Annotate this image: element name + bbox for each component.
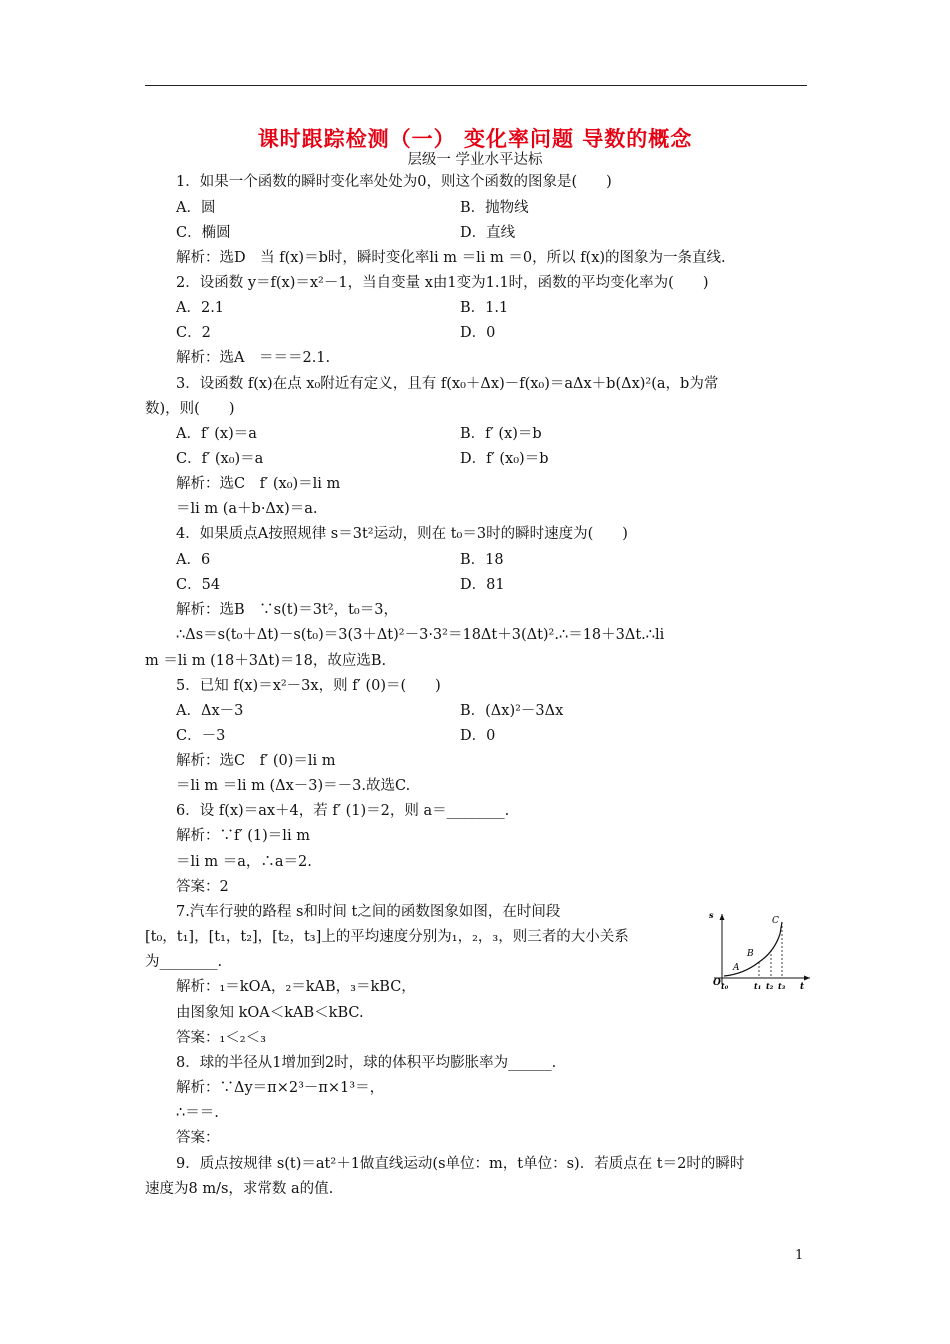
q5-solution-cont: ＝li m ＝li m (Δx－3)＝－3.故选C. <box>176 778 411 794</box>
q7-answer: 答案：₁＜₂＜₃ <box>176 1030 266 1046</box>
q2-option-d: D．0 <box>460 325 496 341</box>
q4-solution-2: ∴Δs＝s(t₀＋Δt)－s(t₀)＝3(3＋Δt)²－3·3²＝18Δt＋3(Δt)².∴＝18＋3Δt.∴li <box>176 627 665 643</box>
q3-solution-cont: ＝li m (a＋b·Δx)＝a. <box>176 501 318 517</box>
q3-option-d: D．f′ (x₀)＝b <box>460 451 549 467</box>
s-axis-arrow <box>720 914 725 920</box>
q1-option-c: C．椭圆 <box>176 225 231 241</box>
q5-option-c: C．－3 <box>176 728 226 744</box>
q4-option-d: D．81 <box>460 577 505 593</box>
q8-solution: 解析：∵Δy＝π×2³－π×1³＝， <box>176 1080 385 1096</box>
q2-stem: 2．设函数 y＝f(x)＝x²－1，当自变量 x由1变为1.1时，函数的平均变化率为( ) <box>176 275 709 291</box>
q3-option-c: C．f′ (x₀)＝a <box>176 451 264 467</box>
q5-stem: 5．已知 f(x)＝x²－3x，则 f′ (0)＝( ) <box>176 678 441 694</box>
tick-t0: t₀ <box>721 981 729 991</box>
q1-option-a: A．圆 <box>176 200 216 216</box>
q9-stem-cont: 速度为8 m/s，求常数 a的值. <box>145 1181 334 1197</box>
q2-option-a: A．2.1 <box>176 300 225 316</box>
q4-stem: 4．如果质点A按照规律 s＝3t²运动，则在 t₀＝3时的瞬时速度为( ) <box>176 526 628 542</box>
point-b-label: B <box>747 949 754 959</box>
q7-solution-cont: 由图象知 kOA＜kAB＜kBC. <box>176 1005 364 1021</box>
t-axis-arrow <box>804 976 810 981</box>
q3-option-b: B．f′ (x)＝b <box>460 426 542 442</box>
tick-t2: t₂ <box>766 981 774 991</box>
q4-solution: 解析：选B ∵s(t)＝3t²，t₀＝3， <box>176 602 398 618</box>
q4-option-c: C．54 <box>176 577 221 593</box>
tick-t3: t₃ <box>778 981 786 991</box>
q9-stem: 9．质点按规律 s(t)＝at²＋1做直线运动(s单位：m，t单位：s)．若质点在 t＝2时的瞬时 <box>176 1156 745 1172</box>
q1-option-b: B．抛物线 <box>460 200 529 216</box>
q4-option-b: B．18 <box>460 552 504 568</box>
q4-option-a: A．6 <box>176 552 211 568</box>
point-a-label: A <box>733 963 740 973</box>
page-number: 1 <box>795 1248 804 1263</box>
q5-option-a: A．Δx－3 <box>176 703 244 719</box>
q3-option-a: A．f′ (x)＝a <box>176 426 257 442</box>
q1-option-d: D．直线 <box>460 225 516 241</box>
q8-stem: 8．球的半径从1增加到2时，球的体积平均膨胀率为______. <box>176 1055 557 1071</box>
section-subtitle: 层级一 学业水平达标 <box>407 152 543 168</box>
document-title: 课时跟踪检测（一） 变化率问题 导数的概念 <box>257 127 693 151</box>
q2-option-c: C．2 <box>176 325 211 341</box>
t-axis-label: t <box>800 982 805 992</box>
q7-solution: 解析：₁＝kOA，₂＝kAB，₃＝kBC， <box>176 979 416 995</box>
q6-solution: 解析：∵f′ (1)＝li m <box>176 828 310 844</box>
q1-solution: 解析：选D 当 f(x)＝b时，瞬时变化率li m ＝li m ＝0，所以 f(x)的图象为一条直线. <box>176 250 726 266</box>
q3-stem: 3．设函数 f(x)在点 x₀附近有定义，且有 f(x₀＋Δx)－f(x₀)＝aΔx＋b(Δx)²(a，b为常 <box>176 376 719 392</box>
q6-solution-cont: ＝li m ＝a，∴a＝2. <box>176 854 312 870</box>
origin-label: O <box>713 978 721 988</box>
q3-stem-cont: 数)，则( ) <box>145 401 235 417</box>
q8-solution-cont: ∴＝＝. <box>176 1105 219 1121</box>
q1-stem: 1．如果一个函数的瞬时变化率处处为0，则这个函数的图象是( ) <box>176 174 612 190</box>
header-rule <box>145 85 807 86</box>
q7-stem: 7.汽车行驶的路程 s和时间 t之间的函数图象如图，在时间段 <box>176 904 561 920</box>
q3-solution: 解析：选C f′ (x₀)＝li m <box>176 476 341 492</box>
q5-option-b: B．(Δx)²－3Δx <box>460 703 564 719</box>
q7-stem-3: 为________. <box>145 954 223 970</box>
s-axis-label: s <box>709 910 714 920</box>
q6-stem: 6．设 f(x)＝ax＋4，若 f′ (1)＝2，则 a＝________. <box>176 803 510 819</box>
q7-stem-2: [t₀，t₁]，[t₁，t₂]，[t₂，t₃]上的平均速度分别为₁，₂，₃，则三者的大小关系 <box>145 929 629 945</box>
q6-answer: 答案：2 <box>176 879 229 895</box>
point-c-label: C <box>772 916 779 926</box>
q2-option-b: B．1.1 <box>460 300 509 316</box>
q5-option-d: D．0 <box>460 728 496 744</box>
q4-solution-3: m ＝li m (18＋3Δt)＝18，故应选B. <box>145 653 387 669</box>
distance-time-graph <box>709 910 814 992</box>
q2-solution: 解析：选A ＝＝＝2.1. <box>176 350 331 366</box>
q5-solution: 解析：选C f′ (0)＝li m <box>176 753 336 769</box>
q8-answer: 答案： <box>176 1130 220 1146</box>
tick-t1: t₁ <box>754 981 762 991</box>
